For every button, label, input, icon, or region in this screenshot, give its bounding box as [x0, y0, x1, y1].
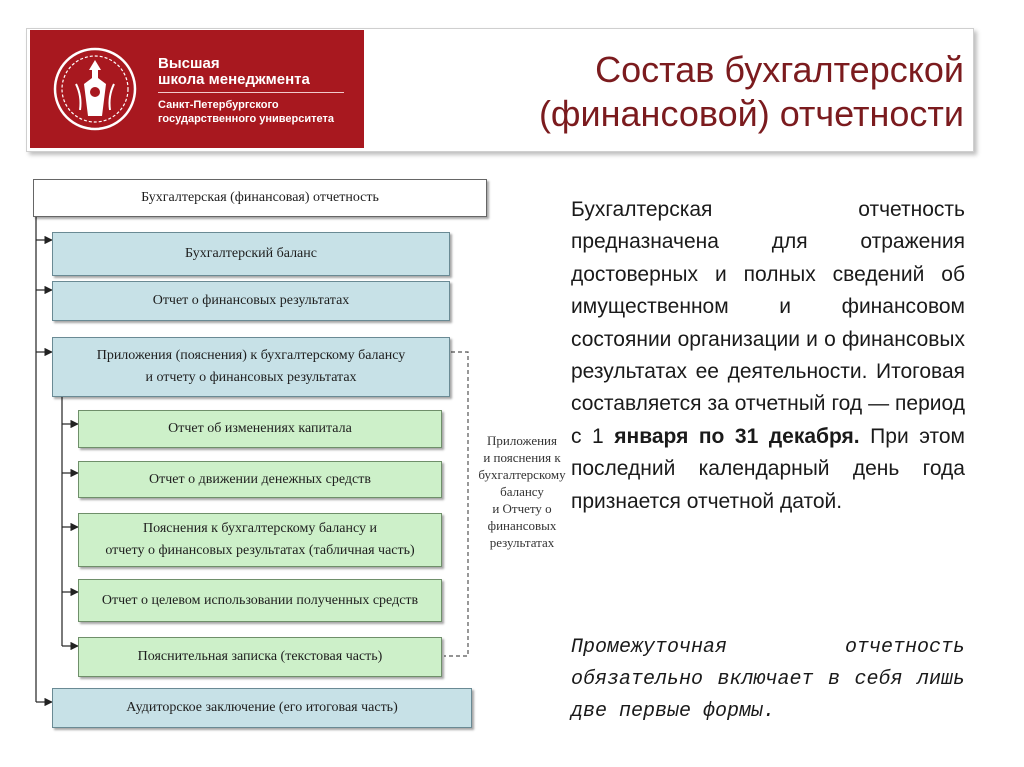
explanations-label-line: отчету о финансовых результатах (табличная часть)	[105, 543, 415, 558]
fin-results-box	[52, 281, 450, 321]
logo-name-line: школа менеджмента	[158, 71, 310, 88]
audit-label: Аудиторское заключение (его итоговая часть)	[126, 700, 398, 715]
targeted-label: Отчет о целевом использовании полученных средств	[101, 592, 419, 608]
description-text: Бухгалтерская отчетность предназначена для отражения достоверных и полных сведений об имущественном и финансовом состоянии организации и о финансовых результатах ее деятельности. Итоговая составляется за отчетный год — период с 1	[571, 198, 965, 448]
page-title-line: (финансовой) отчетности	[538, 93, 964, 134]
side-note-line: балансу	[500, 484, 544, 499]
appendix-label-line: Приложения (пояснения) к бухгалтерскому балансу	[96, 348, 406, 363]
logo-name-line: Высшая	[158, 55, 220, 72]
appendix-label-line: и отчету о финансовых результатах	[145, 370, 357, 385]
explanations-label-line: Пояснения к бухгалтерскому балансу и	[143, 521, 377, 536]
logo-subtitle-line: государственного университета	[158, 113, 334, 125]
capital-label: Отчет об изменениях капитала	[168, 421, 352, 436]
side-note-line: и Отчету о	[492, 501, 552, 516]
interim-note-paragraph	[571, 632, 965, 728]
capital-box	[78, 410, 442, 448]
appendix-dashed-bracket	[444, 352, 468, 656]
root-box	[33, 179, 487, 217]
audit-box	[52, 688, 472, 728]
targeted-box	[78, 579, 442, 622]
logo-subtitle-line: Санкт-Петербургского	[158, 99, 279, 111]
side-note-line: финансовых	[487, 518, 557, 533]
cash-box	[78, 461, 442, 498]
note-label: Пояснительная записка (текстовая часть)	[137, 649, 383, 664]
side-note-line: Приложения	[487, 433, 557, 448]
cash-label: Отчет о движении денежных средств	[149, 471, 371, 487]
side-note-line: и пояснения к	[483, 450, 561, 465]
interim-note-text: Промежуточная отчетность обязательно включает в себя лишь две первые формы.	[571, 636, 965, 723]
appendix-side-note	[476, 432, 568, 551]
balance-label: Бухгалтерский баланс	[185, 246, 317, 261]
root-label: Бухгалтерская (финансовая) отчетность	[141, 190, 379, 205]
fin-results-label: Отчет о финансовых результатах	[152, 293, 350, 308]
description-text-end: При этом последний календарный день года признается отчетной датой.	[571, 424, 965, 513]
side-note-line: результатах	[489, 535, 555, 550]
appendix-box	[52, 337, 450, 397]
page-title-line: Состав бухгалтерской	[595, 49, 964, 90]
balance-box	[52, 232, 450, 276]
description-bold-text: января по 31 декабря.	[614, 424, 860, 448]
explanations-box	[78, 513, 442, 567]
note-box	[78, 637, 442, 677]
side-note-line: бухгалтерскому	[478, 467, 566, 482]
description-paragraph	[571, 194, 965, 518]
